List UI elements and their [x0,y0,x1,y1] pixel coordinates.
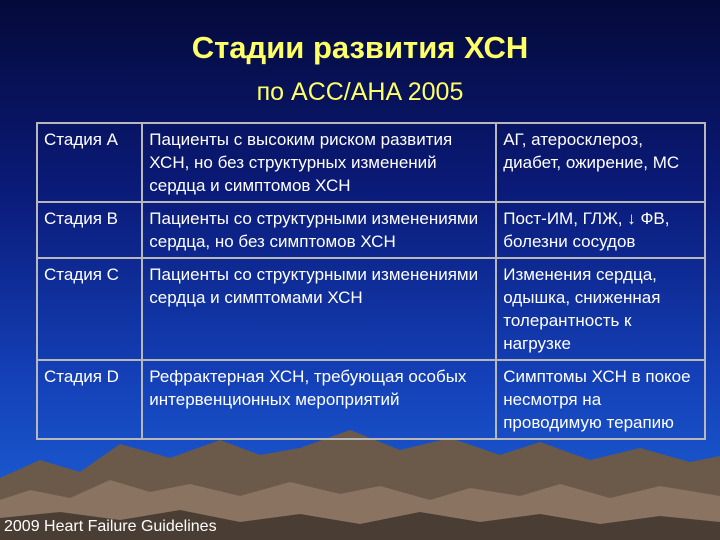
table-row [37,123,705,202]
table-row [37,258,705,360]
description-cell: Рефрактерная ХСН, требующая особых интервенционных мероприятий [142,360,496,439]
stage-cell: Стадия B [37,202,142,258]
stages-table [36,122,706,440]
examples-cell: Пост-ИМ, ГЛЖ, ↓ ФВ, болезни сосудов [496,202,705,258]
description-cell: Пациенты со структурными изменениями сердца, но без симптомов ХСН [142,202,496,258]
stage-cell: Стадия A [37,123,142,202]
description-cell: Пациенты со структурными изменениями сердца и симптомами ХСН [142,258,496,360]
stage-cell: Стадия C [37,258,142,360]
stage-cell: Стадия D [37,360,142,439]
examples-cell: Изменения сердца, одышка, сниженная толерантность к нагрузке [496,258,705,360]
examples-cell: АГ, атеросклероз, диабет, ожирение, МС [496,123,705,202]
table-row [37,360,705,439]
examples-cell: Симптомы ХСН в покое несмотря на проводимую терапию [496,360,705,439]
slide-subtitle: по ACC/AHA 2005 [256,78,464,106]
description-cell: Пациенты с высоким риском развития ХСН, но без структурных изменений сердца и симптомов ХСН [142,123,496,202]
slide-title: Стадии развития ХСН [191,30,529,65]
footer-caption: 2009 Heart Failure Guidelines [4,518,217,535]
table-row [37,202,705,258]
